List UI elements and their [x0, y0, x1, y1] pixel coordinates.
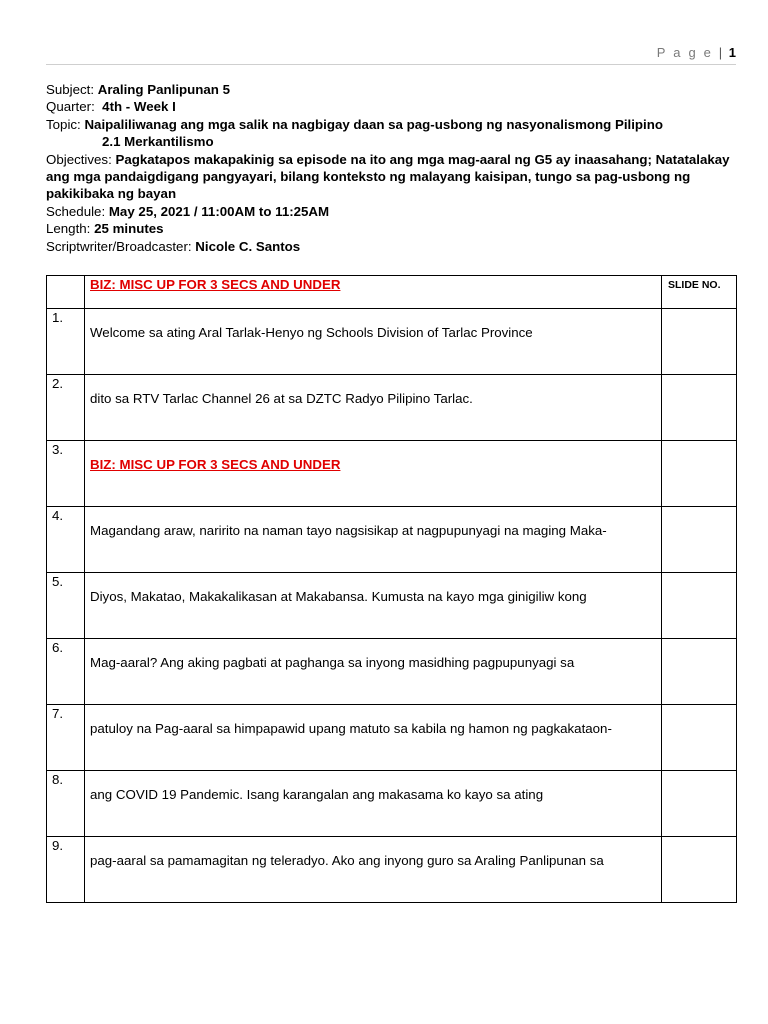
script-table: [46, 275, 737, 903]
row-slide-cell: [662, 837, 737, 903]
page-label: P a g e: [656, 45, 714, 60]
biz-cue-header: BIZ: MISC UP FOR 3 SECS AND UNDER: [90, 277, 341, 292]
row-slide-cell: [662, 309, 737, 375]
objectives-line: [46, 151, 736, 203]
topic-line: [46, 116, 736, 133]
table-row: [47, 309, 737, 375]
row-number-cell: [47, 837, 85, 903]
row-number: 5.: [52, 574, 64, 589]
row-text: dito sa RTV Tarlac Channel 26 at sa DZTC Radyo Pilipino Tarlac.: [90, 391, 473, 406]
script-metadata: [46, 81, 736, 255]
row-number-cell: [47, 771, 85, 837]
row-number-cell: [47, 441, 85, 507]
row-number: 2.: [52, 376, 64, 391]
table-row: [47, 771, 737, 837]
table-row: [47, 507, 737, 573]
writer-label: Scriptwriter/Broadcaster:: [46, 238, 192, 254]
row-slide-cell: [662, 507, 737, 573]
header-slide-cell: [662, 276, 737, 309]
page-number: 1: [728, 45, 736, 60]
topic-subtopic: 2.1 Merkantilismo: [102, 134, 214, 150]
row-number: 4.: [52, 508, 64, 523]
row-text: Mag-aaral? Ang aking pagbati at paghanga sa inyong masidhing pagpupunyagi sa: [90, 655, 575, 670]
topic-value: Naipaliliwanag ang mga salik na nagbigay daan sa pag-usbong ng nasyonalismong Pilipino: [84, 116, 663, 132]
row-number-cell: [47, 507, 85, 573]
row-number: 9.: [52, 838, 64, 853]
row-slide-cell: [662, 771, 737, 837]
subject-line: [46, 81, 736, 98]
row-text: patuloy na Pag-aaral sa himpapawid upang matuto sa kabila ng hamon ng pagkakataon-: [90, 721, 612, 736]
header-number-cell: [47, 276, 85, 309]
row-number: 7.: [52, 706, 64, 721]
objectives-value: Pagkatapos makapakinig sa episode na ito ang mga mag-aaral ng G5 ay inaasahang; Natatalakay ang mga pandaigdigang pangyayari, bilang konteksto ng malayang kaisipan, tungo sa pag-usbong ng pakikibaka ng bayan: [46, 151, 730, 202]
page-header: [46, 44, 736, 65]
writer-value: Nicole C. Santos: [195, 238, 301, 254]
row-number-cell: [47, 639, 85, 705]
row-number: 1.: [52, 310, 64, 325]
quarter-label: Quarter:: [46, 99, 95, 115]
row-number: 3.: [52, 442, 64, 457]
row-text: Diyos, Makatao, Makakalikasan at Makabansa. Kumusta na kayo mga ginigiliw kong: [90, 589, 587, 604]
header-cue-cell: [85, 276, 662, 309]
length-line: [46, 220, 736, 237]
schedule-label: Schedule:: [46, 203, 106, 219]
table-row: [47, 639, 737, 705]
table-row: [47, 441, 737, 507]
row-slide-cell: [662, 375, 737, 441]
slide-number-header: SLIDE NO.: [668, 279, 721, 291]
row-text: ang COVID 19 Pandemic. Isang karangalan ang makasama ko kayo sa ating: [90, 787, 544, 802]
schedule-line: [46, 203, 736, 220]
writer-line: [46, 238, 736, 255]
row-number-cell: [47, 309, 85, 375]
row-number: 6.: [52, 640, 64, 655]
row-text: Welcome sa ating Aral Tarlak-Henyo ng Schools Division of Tarlac Province: [90, 325, 533, 340]
row-slide-cell: [662, 441, 737, 507]
table-header-row: [47, 276, 737, 309]
page-separator: |: [718, 45, 723, 60]
row-slide-cell: [662, 573, 737, 639]
row-number-cell: [47, 705, 85, 771]
row-text-cell: [85, 375, 662, 441]
biz-cue-row: BIZ: MISC UP FOR 3 SECS AND UNDER: [90, 457, 341, 472]
length-value: 25 minutes: [94, 221, 164, 237]
row-text-cell: [85, 771, 662, 837]
row-text-cell: [85, 705, 662, 771]
objectives-label: Objectives:: [46, 151, 112, 167]
row-number: 8.: [52, 772, 64, 787]
schedule-value: May 25, 2021 / 11:00AM to 11:25AM: [108, 203, 330, 219]
row-text: Magandang araw, naririto na naman tayo nagsisikap at nagpupunyagi na maging Maka-: [90, 523, 607, 538]
row-text-cell: [85, 309, 662, 375]
subject-label: Subject:: [46, 82, 95, 97]
table-row: [47, 375, 737, 441]
length-label: Length:: [46, 221, 91, 237]
row-text-cell: [85, 639, 662, 705]
row-text-cell: [85, 507, 662, 573]
table-row: [47, 837, 737, 903]
row-text-cell: [85, 573, 662, 639]
topic-label: Topic:: [46, 116, 81, 132]
table-row: [47, 705, 737, 771]
row-slide-cell: [662, 705, 737, 771]
row-slide-cell: [662, 639, 737, 705]
row-number-cell: [47, 573, 85, 639]
subject-value: Araling Panlipunan 5: [97, 82, 230, 97]
row-number-cell: [47, 375, 85, 441]
table-row: [47, 573, 737, 639]
row-text-cell: [85, 441, 662, 507]
row-text: pag-aaral sa pamamagitan ng teleradyo. Ako ang inyong guro sa Araling Panlipunan sa: [90, 853, 604, 868]
quarter-line: [46, 98, 736, 115]
quarter-value: 4th - Week I: [102, 99, 176, 115]
row-text-cell: [85, 837, 662, 903]
